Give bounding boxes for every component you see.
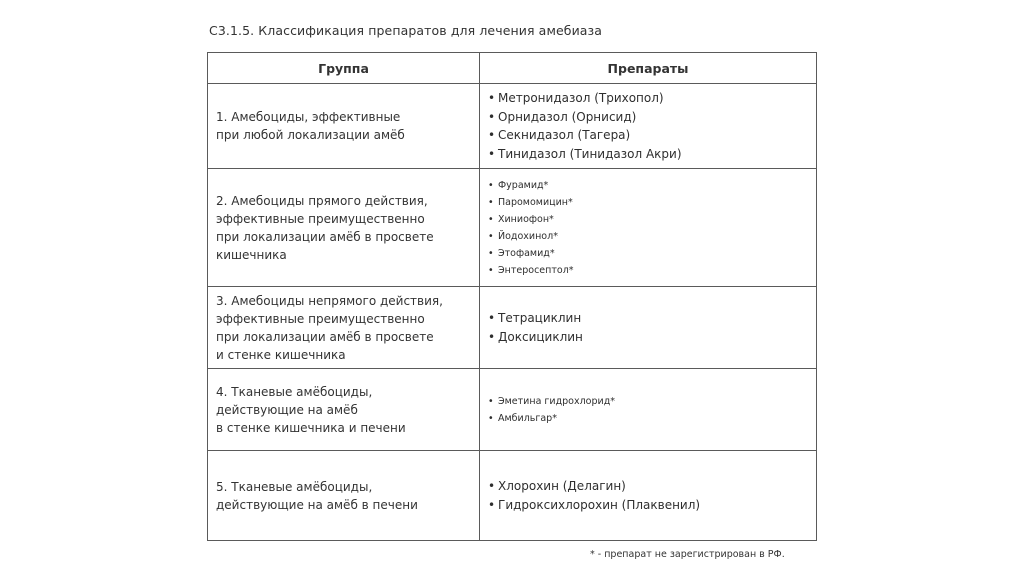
list-item: • Эметина гидрохлорид* bbox=[488, 393, 816, 410]
group-line: при любой локализации амёб bbox=[216, 128, 405, 142]
list-item: • Доксициклин bbox=[488, 328, 816, 347]
bullet-icon: • bbox=[488, 213, 494, 225]
header-drugs: Препараты bbox=[480, 53, 817, 84]
group-line: при локализации амёб в просвете bbox=[216, 329, 434, 344]
drugs-cell bbox=[480, 84, 817, 169]
table-row bbox=[208, 169, 817, 287]
group-cell bbox=[208, 84, 480, 169]
footnote: * - препарат не зарегистрирован в РФ. bbox=[590, 549, 785, 560]
table-caption: С3.1.5. Классификация препаратов для лечения амебиаза bbox=[209, 23, 603, 38]
bullet-icon: • bbox=[488, 311, 496, 325]
bullet-icon: • bbox=[488, 91, 496, 105]
group-cell bbox=[208, 287, 480, 369]
header-group: Группа bbox=[208, 53, 480, 84]
drugs-cell bbox=[480, 169, 817, 287]
list-item: • Гидроксихлорохин (Плаквенил) bbox=[488, 496, 816, 515]
group-line: 5. Тканевые амёбоциды, bbox=[216, 479, 373, 494]
list-item: • Амбильгар* bbox=[488, 410, 816, 427]
table-row bbox=[208, 287, 817, 369]
group-line: при локализации амёб в просвете bbox=[216, 229, 434, 244]
list-item: • Йодохинол* bbox=[488, 228, 816, 245]
group-line: эффективные преимущественно bbox=[216, 211, 425, 226]
bullet-icon: • bbox=[488, 497, 496, 512]
list-item: • Хлорохин (Делагин) bbox=[488, 477, 816, 496]
group-line: 2. Амебоциды прямого действия, bbox=[216, 193, 428, 208]
classification-table bbox=[207, 52, 817, 541]
group-line: 1. Амебоциды, эффективные bbox=[216, 110, 401, 124]
bullet-icon: • bbox=[488, 264, 494, 276]
group-line: в стенке кишечника и печени bbox=[216, 420, 406, 435]
list-item: • Энтеросептол* bbox=[488, 262, 816, 279]
drugs-cell bbox=[480, 369, 817, 451]
list-item: • Тетрациклин bbox=[488, 309, 816, 328]
list-item: • Метронидазол (Трихопол) bbox=[488, 89, 816, 108]
bullet-icon: • bbox=[488, 109, 496, 124]
bullet-icon: • bbox=[488, 395, 494, 407]
list-item: • Тинидазол (Тинидазол Акри) bbox=[488, 145, 816, 164]
table-row bbox=[208, 451, 817, 541]
bullet-icon: • bbox=[488, 412, 494, 424]
table-row bbox=[208, 369, 817, 451]
table-header-row bbox=[208, 53, 817, 84]
bullet-icon: • bbox=[488, 179, 494, 191]
list-item: • Орнидазол (Орнисид) bbox=[488, 108, 816, 127]
list-item: • Хиниофон* bbox=[488, 211, 816, 228]
bullet-icon: • bbox=[488, 128, 496, 142]
group-cell bbox=[208, 169, 480, 287]
bullet-icon: • bbox=[488, 247, 494, 259]
drugs-cell bbox=[480, 451, 817, 541]
group-line: действующие на амёб в печени bbox=[216, 497, 418, 512]
bullet-icon: • bbox=[488, 329, 496, 344]
list-item: • Фурамид* bbox=[488, 177, 816, 194]
list-item: • Этофамид* bbox=[488, 245, 816, 262]
group-line: и стенке кишечника bbox=[216, 347, 346, 362]
list-item: • Паромомицин* bbox=[488, 194, 816, 211]
list-item: • Секнидазол (Тагера) bbox=[488, 126, 816, 145]
group-line: эффективные преимущественно bbox=[216, 311, 425, 326]
group-line: кишечника bbox=[216, 247, 287, 262]
drugs-cell bbox=[480, 287, 817, 369]
group-cell bbox=[208, 451, 480, 541]
table-row bbox=[208, 84, 817, 169]
bullet-icon: • bbox=[488, 196, 494, 208]
bullet-icon: • bbox=[488, 230, 494, 242]
group-line: 4. Тканевые амёбоциды, bbox=[216, 384, 373, 399]
bullet-icon: • bbox=[488, 479, 496, 493]
group-line: 3. Амебоциды непрямого действия, bbox=[216, 293, 443, 308]
group-line: действующие на амёб bbox=[216, 402, 358, 417]
bullet-icon: • bbox=[488, 146, 496, 161]
group-cell bbox=[208, 369, 480, 451]
